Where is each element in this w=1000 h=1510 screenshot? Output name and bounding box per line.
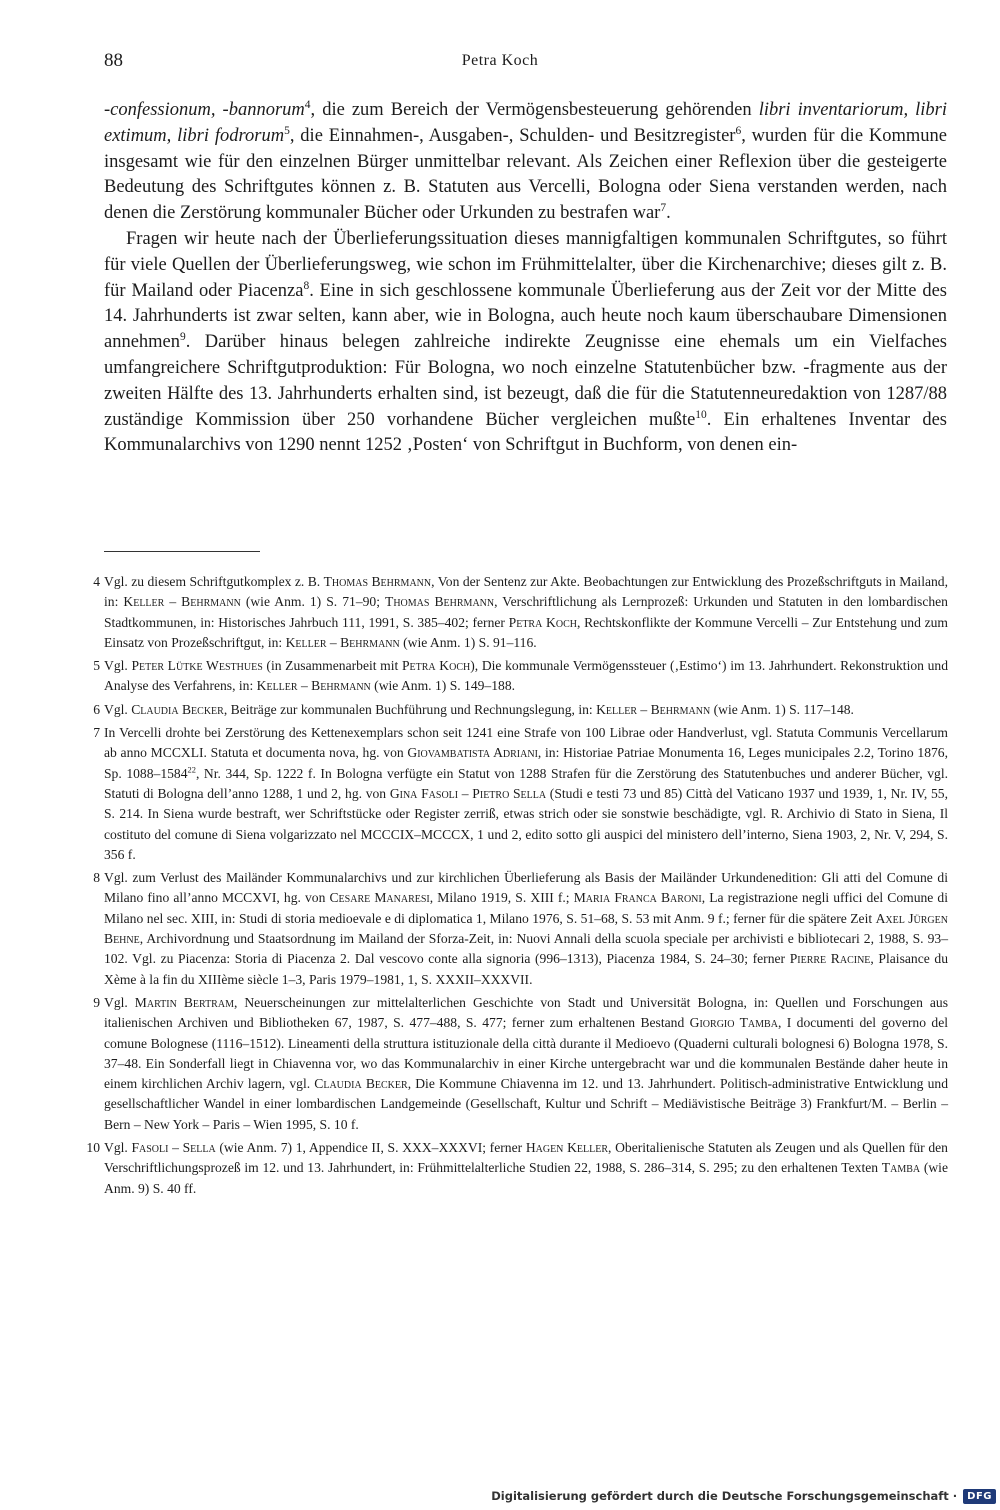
text-run: (Studi e testi 73 und 85) Città del Vaticano 1937 und 1939, 1, Nr. IV, 55, S. 214. In Siena wurde bestraft, wer Schriftstücke oder Register zerriß, etwas strich oder sie sonstwie beschädigte, vgl. R. Archivio di Stato in Siena, Il costituto del comune di Siena volgarizzato nel MCCCIX–MCCCX, 1 und 2, edito sotto gli auspici del ministero dell’interno, Siena 1903, 2, Nr. V, 294, S. 356 f. xyxy=(104,785,948,862)
author-name: Fasoli – Sella xyxy=(131,1140,216,1156)
text-run: Vgl. zu diesem Schriftgutkomplex z. B. xyxy=(104,574,324,589)
text-run: (wie Anm. 7) 1, Appendice II, S. XXX–XXXVI; ferner xyxy=(215,1140,526,1156)
text-run: Vgl. zum Verlust des Mailänder Kommunalarchivs und zur kirchlichen Überlieferung als Basis der Mailänder Urkundenedition: Gli atti del Comune di Milano fino all’anno MCCXVI, hg. von xyxy=(104,870,948,906)
author-name: Maria Franca Baroni xyxy=(573,890,702,906)
author-name: Keller – Behrmann xyxy=(123,594,241,610)
text-run: , Verschriftlichung als Lernprozeß: Urkunden und Statuten in den lombardischen Stadtkommunen, in: Historisches Jahrbuch 111, 1991, S. 385–402; ferner xyxy=(104,594,948,630)
footnote-6 xyxy=(80,700,948,720)
paragraph-1 xyxy=(104,98,947,227)
superscript: 22 xyxy=(187,764,196,775)
text-run: Vgl. xyxy=(104,701,132,717)
text-run: . Eine in sich geschlossene kommunale Überlieferung aus der Zeit vor der Mitte des 14. Jahrhunderts ist zwar selten, kann aber, wie in Bologna, auch heute noch kaum überschaubare Dimensionen annehmen xyxy=(104,280,947,353)
footnote-number: 5 xyxy=(93,658,100,674)
footnote-5 xyxy=(80,656,948,697)
footnote-ref-10[interactable]: 10 xyxy=(695,408,707,421)
text-run: (wie Anm. 1) S. 149–188. xyxy=(370,678,516,694)
author-name: Giovambatista Adriani xyxy=(407,745,538,761)
text-run: , Die Kommune Chiavenna im 12. und 13. Jahrhundert. Politisch-administrative Entwicklung und gesellschaftlicher Wandel in einer lombardischen Landgemeinde (Gesellschaft, Kultur und Schrift – Mediävistische Beiträge 3) Frankfurt/M. – Berlin – Bern – New York – Paris – Wien 1995, S. 10 f. xyxy=(104,1076,949,1132)
text-run: , Milano 1919, S. XIII f.; xyxy=(429,890,574,906)
footnote-number: 10 xyxy=(86,1140,100,1156)
text-run: (wie Anm. 1) S. 117–148. xyxy=(710,701,854,717)
text-run: , Plaisance du Xème à la fin du XIIIème siècle 1–3, Paris 1979–1981, 1, S. XXXII–XXXVII. xyxy=(104,951,948,987)
author-name: Thomas Behrmann xyxy=(385,594,495,610)
author-name: Keller – Behrmann xyxy=(256,678,371,694)
author-name: Martin Bertram xyxy=(134,994,234,1010)
author-name: Axel Jürgen Behne xyxy=(104,910,948,947)
footnote-number: 8 xyxy=(93,870,100,886)
author-name: Claudia Becker xyxy=(314,1076,408,1092)
text-run: , Rechtskonflikte der Kommune Vercelli – Zur Entstehung und zum Einsatz von Prozeßschriftgut, in: xyxy=(104,614,948,650)
footnote-ref-6[interactable]: 6 xyxy=(735,124,742,137)
text-run: . xyxy=(666,203,671,224)
footnote-ref-7[interactable]: 7 xyxy=(660,202,667,215)
footnote-number: 4 xyxy=(93,574,100,589)
italic-term: -confessionum, -bannorum xyxy=(104,100,305,120)
text-run: , Beiträge zur kommunalen Buchführung und Rechnungslegung, in: xyxy=(223,701,597,717)
author-name: Keller – Behrmann xyxy=(285,634,400,650)
text-run: , La registrazione negli uffici del Comune di Milano nel sec. XIII, in: Studi di storia medioevale e di diplomatica 1, Milano 1976, S. 51–68, S. 53 mit Anm. 9 f.; ferner für die spätere Zeit xyxy=(104,890,949,926)
footnote-10 xyxy=(80,1138,948,1199)
author-name: Petra Koch xyxy=(508,614,577,630)
footnote-ref-9[interactable]: 9 xyxy=(180,331,186,344)
text-run: , in: Historiae Patriae Monumenta 16, Leges municipales 2.2, Torino 1876, Sp. 1088–1584 xyxy=(104,745,948,781)
footnote-7 xyxy=(80,723,948,865)
text-run: Vgl. xyxy=(104,658,132,674)
text-run: , Archivordnung und Staatsordnung im Mailand der Sforza-Zeit, in: Nuovi Annali della scuola speciale per archivisti e bibliotecari 2, 1988, S. 93–102. Vgl. zu Piacenza: Storia di Piacenza 2. Dal vescovo conte alla signoria (996–1313), Piacenza 1984, S. 24–30; ferner xyxy=(104,931,948,967)
text-run: , I documenti del governo del comune Bolognese (1116–1512). Lineamenti della struttura istituzionale della città durante il Medioevo (Quaderni culturali bolognesi 6) Bologna 1978, S. 37–48. Ein Sonderfall liegt in Chiavenna vor, wo das Kommunalarchiv in einer Kirche untergebracht war und die kommunalen Bestände daher heute in einem kirchlichen Archiv lagern, vgl. xyxy=(104,1015,949,1092)
footnote-9 xyxy=(80,993,948,1135)
footnote-number: 7 xyxy=(93,725,100,741)
footnote-ref-8[interactable]: 8 xyxy=(303,279,310,292)
footnote-rule xyxy=(104,551,260,552)
text-run: ), Die kommunale Vermögenssteuer (‚Estimo‘) im 13. Jahrhundert. Rekonstruktion und Analyse des Verfahrens, in: xyxy=(104,658,949,694)
text-run: . Darüber hinaus belegen zahlreiche indirekte Zeugnisse eine ehemals um ein Vielfaches umfangreichere Schriftgutproduktion: Für Bologna, wo noch einzelne Statutenbücher bzw. -fragmente aus der zweiten Hälfte des 13. Jahrhunderts erhalten sind, ist bezeugt, daß die für die Statutenneuredaktion von 1287/88 zuständige Kommission über 250 vorhandene Bücher vergleichen mußte xyxy=(104,332,947,430)
author-name: Keller – Behrmann xyxy=(596,701,711,717)
text-run: , die Einnahmen-, Ausgaben-, Schulden- und Besitzregister xyxy=(289,125,736,146)
author-name: Thomas Behrmann xyxy=(323,574,432,589)
author-name: Hagen Keller xyxy=(525,1140,608,1156)
text-run: , die zum Bereich der Vermögensbesteuerung gehörenden xyxy=(310,100,759,120)
paragraph-2 xyxy=(104,227,947,459)
text-run: (wie Anm. 1) S. 91–116. xyxy=(399,634,537,650)
text-run: (wie Anm. 9) S. 40 ff. xyxy=(104,1160,948,1196)
text-run: , wurden für die Kommune insgesamt wie für den einzelnen Bürger unmittelbar relevant. Als Zeichen einer Reflexion über die gesteigerte Bedeutung des Schriftgutes können z. B. Statuten aus Vercelli, Bologna oder Siena verstanden werden, nach denen die Zerstörung kommunaler Bücher oder Urkunden zu bestrafen war xyxy=(104,125,947,224)
author-name: Cesare Manaresi xyxy=(329,890,430,906)
text-run: (wie Anm. 1) S. 71–90; xyxy=(240,594,386,610)
dfg-logo: DFG xyxy=(963,1489,996,1504)
text-run: Vgl. xyxy=(104,1140,132,1156)
author-name: Petra Koch xyxy=(401,658,471,674)
footnote-8 xyxy=(80,868,948,990)
body-text xyxy=(104,98,947,459)
text-run: Fragen wir heute nach der Überlieferungssituation dieses mannigfaltigen kommunalen Schriftgutes, so führt für viele Quellen der Überlieferungsweg, wie schon im Frühmittelalter, über die Kirchenarchive; dieses gilt z. B. für Mailand oder Piacenza xyxy=(104,228,947,301)
footnote-ref-4[interactable]: 4 xyxy=(304,98,311,111)
text-run: , Neuerscheinungen zur mittelalterlichen Geschichte von Stadt und Universität Bologna, in: Quellen und Forschungen aus italienischen Archiven und Bibliotheken 67, 1987, S. 477–488, S. 477; ferner zum erhaltenen Bestand xyxy=(104,994,949,1031)
text-run: (in Zusammenarbeit mit xyxy=(262,658,402,674)
credit-text: Digitalisierung gefördert durch die Deutsche Forschungsgemeinschaft · xyxy=(491,1489,958,1503)
author-name: Pierre Racine xyxy=(789,951,871,967)
footnote-number: 9 xyxy=(93,994,100,1010)
page-number: 88 xyxy=(104,50,123,71)
italic-term: libri inventariorum, libri extimum, libri fodrorum xyxy=(104,100,948,146)
footnote-ref-5[interactable]: 5 xyxy=(284,124,290,137)
text-run: . Ein erhaltenes Inventar des Kommunalarchivs von 1290 nennt 1252 ‚Posten‘ von Schriftgut in Buchform, von denen ein- xyxy=(104,409,947,456)
running-head: Petra Koch xyxy=(461,52,539,69)
footnote-4 xyxy=(80,572,948,653)
digitization-credit xyxy=(491,1486,996,1506)
footnote-number: 6 xyxy=(93,701,100,717)
text-run: Vgl. xyxy=(104,994,135,1010)
text-run: , Oberitalienische Statuten als Zeugen und als Quellen für den Verschriftlichungsprozeß im 12. und 13. Jahrhundert, in: Frühmittelalterliche Studien 22, 1988, S. 286–314, S. 295; zu den erhaltenen Texten xyxy=(104,1140,948,1176)
author-name: Gina Fasoli – Pietro Sella xyxy=(389,785,547,801)
text-run: In Vercelli drohte bei Zerstörung des Kettenexemplars schon seit 1241 eine Strafe von 100 Librae oder Handverlust, vgl. Statuta Communis Vercellarum ab anno MCCXLI. Statuta et documenta nova, hg. von xyxy=(104,725,948,761)
author-name: Tamba xyxy=(881,1160,921,1176)
author-name: Claudia Becker xyxy=(131,701,224,717)
author-name: Peter Lütke Westhues xyxy=(131,658,263,674)
text-run: , Von der Sentenz zur Akte. Beobachtungen zur Entwicklung des Prozeßschriftguts in Mailand, in: xyxy=(104,574,948,610)
footnotes xyxy=(80,572,948,1202)
text-run: , Nr. 344, Sp. 1222 f. In Bologna verfügte ein Statut von 1288 Strafen für die Zerstörung des Statutenbuches und anderer Bücher, vgl. Statuti di Bologna dell’anno 1288, 1 und 2, hg. von xyxy=(104,765,948,801)
author-name: Giorgio Tamba xyxy=(689,1015,778,1031)
